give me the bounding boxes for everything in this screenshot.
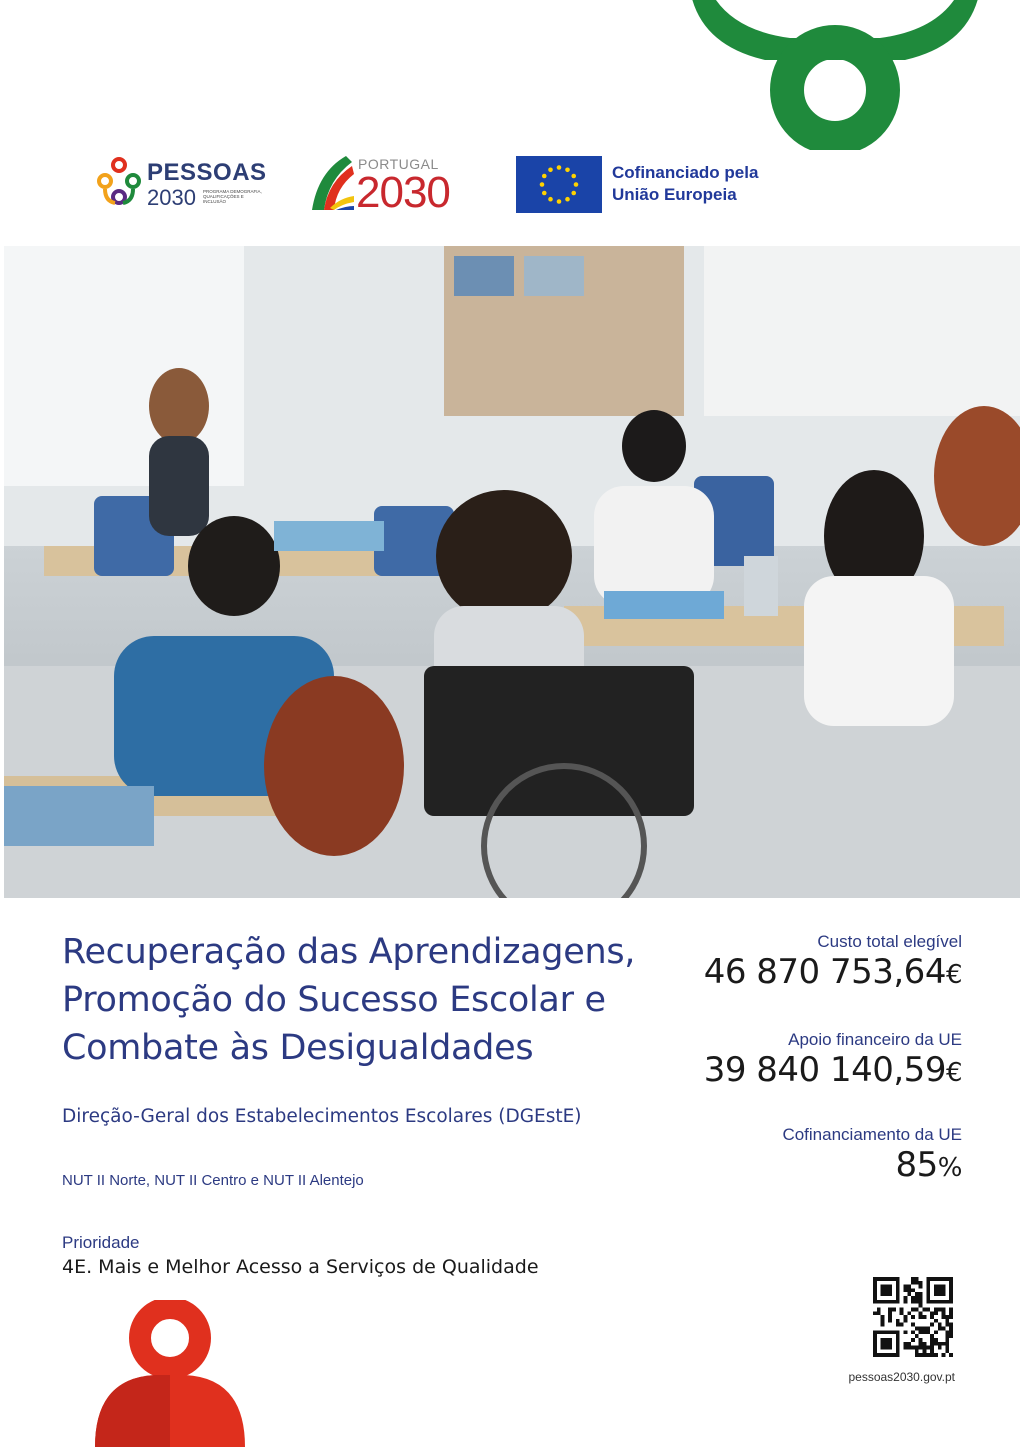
project-title-line2: Promoção do Sucesso Escolar e xyxy=(62,980,606,1020)
regions-text: NUT II Norte, NUT II Centro e NUT II Alentejo xyxy=(62,1172,364,1189)
total-cost-block xyxy=(632,932,962,995)
eu-star-icon xyxy=(542,191,547,196)
eu-star-icon xyxy=(571,191,576,196)
portugal2030-logo xyxy=(310,152,470,217)
eu-star-icon xyxy=(542,174,547,179)
decorative-red-shape xyxy=(95,1300,245,1447)
total-cost-value xyxy=(632,952,962,995)
pessoas-emblem-icon xyxy=(95,155,143,211)
eu-flag-icon xyxy=(516,156,602,213)
priority-value: 4E. Mais e Melhor Acesso a Serviços de Qualidade xyxy=(62,1256,539,1278)
logo-bar xyxy=(0,150,1024,220)
cofinancing-value xyxy=(632,1145,962,1188)
priority-label: Prioridade xyxy=(62,1233,140,1252)
pessoas-logo-tagline: PROGRAMA DEMOGRAFIA, QUALIFICAÇÕES E INCLUSÃO xyxy=(203,189,262,204)
cofinancing-block xyxy=(632,1125,962,1188)
eu-support-label: Apoio financeiro da UE xyxy=(788,1030,962,1049)
eu-star-icon xyxy=(565,197,570,202)
total-cost-label: Custo total elegível xyxy=(817,932,962,951)
eu-star-icon xyxy=(565,167,570,172)
classroom-photo xyxy=(4,246,1020,898)
eu-text-line2: União Europeia xyxy=(612,185,737,204)
eu-cofunding-logo xyxy=(516,156,816,214)
eu-star-icon xyxy=(548,197,553,202)
qr-code-icon[interactable] xyxy=(873,1277,953,1357)
pessoas-logo-year: 2030 xyxy=(147,185,196,210)
project-title-line1: Recuperação das Aprendizagens, xyxy=(62,932,636,972)
cofinancing-label: Cofinanciamento da UE xyxy=(782,1125,962,1144)
eu-star-icon xyxy=(557,199,562,204)
total-cost-amount: 46 870 753,64 xyxy=(703,952,946,992)
pessoas-logo-name: PESSOAS xyxy=(147,159,267,186)
project-title xyxy=(62,928,702,1072)
eu-star-icon xyxy=(540,182,545,187)
portugal-logo-year: 2030 xyxy=(356,168,450,217)
decorative-green-shape xyxy=(690,0,980,150)
eu-text-line1: Cofinanciado pela xyxy=(612,163,759,182)
eu-support-amount: 39 840 140,59 xyxy=(703,1050,946,1090)
euro-symbol: € xyxy=(945,1058,962,1088)
eu-support-block xyxy=(632,1030,962,1093)
eu-star-icon xyxy=(548,167,553,172)
eu-star-icon xyxy=(557,165,562,170)
portugal-flag-swoosh-icon xyxy=(310,152,354,212)
project-title-line3: Combate às Desigualdades xyxy=(62,1028,534,1068)
eu-star-icon xyxy=(571,174,576,179)
eu-cofunding-text xyxy=(612,162,758,206)
pessoas2030-logo xyxy=(95,155,265,211)
eu-support-value xyxy=(632,1050,962,1093)
website-link[interactable]: pessoas2030.gov.pt xyxy=(848,1370,955,1384)
portugal-logo-label: PORTUGAL xyxy=(358,156,439,172)
cofinancing-amount: 85 xyxy=(895,1145,938,1185)
percent-symbol: % xyxy=(937,1153,962,1183)
organization-name: Direção-Geral dos Estabelecimentos Escolares (DGEstE) xyxy=(62,1106,582,1127)
euro-symbol: € xyxy=(945,960,962,990)
eu-star-icon xyxy=(574,182,579,187)
